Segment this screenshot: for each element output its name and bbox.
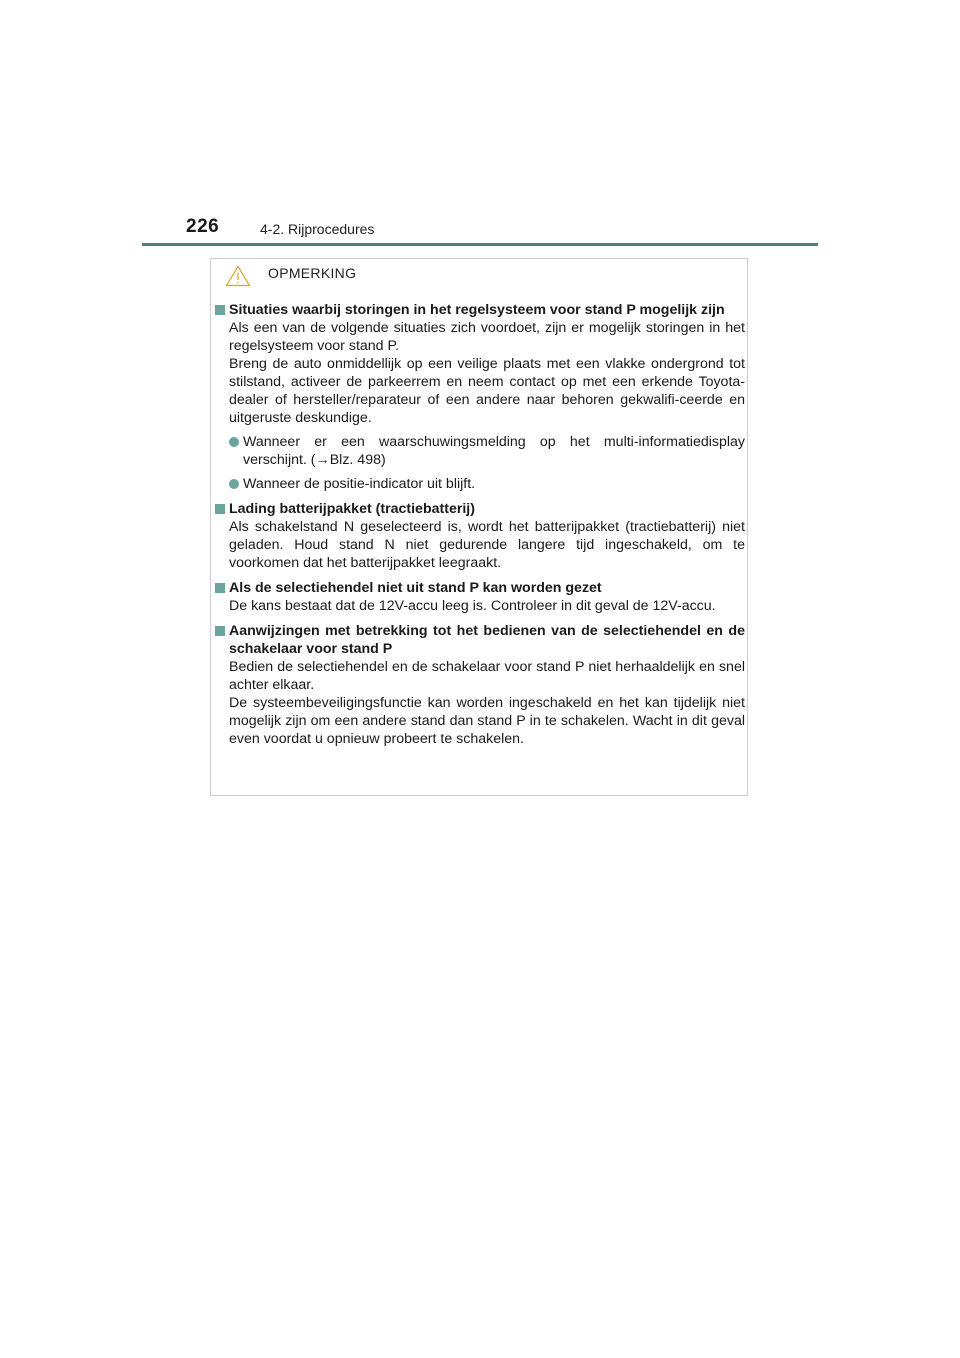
page-header xyxy=(0,0,960,250)
item-title: Aanwijzingen met betrekking tot het bedienen van de selectiehendel en de schakelaar voor stand P xyxy=(229,623,745,657)
item-title: Als de selectiehendel niet uit stand P kan worden gezet xyxy=(229,580,602,596)
header-divider xyxy=(142,243,818,246)
square-bullet-icon xyxy=(215,626,225,636)
notice-content xyxy=(215,301,745,755)
notice-item xyxy=(215,301,745,493)
square-bullet-icon xyxy=(215,305,225,315)
notice-title: OPMERKING xyxy=(268,265,357,281)
notice-item xyxy=(215,622,745,748)
bullet-text: Wanneer er een waarschuwingsmelding op het multi-informatiedisplay verschijnt. (→Blz. 498) xyxy=(243,434,745,468)
paragraph: Als een van de volgende situaties zich voordoet, zijn er mogelijk storingen in het regelsysteem voor stand P. xyxy=(229,320,745,354)
round-bullet-icon xyxy=(229,437,239,447)
square-bullet-icon xyxy=(215,583,225,593)
warning-triangle-icon xyxy=(225,265,251,287)
page-number: 226 xyxy=(186,216,220,237)
paragraph: De systeembeveiligingsfunctie kan worden ingeschakeld en het kan tijdelijk niet mogelijk zijn om een andere stand dan stand P in te schakelen. Wacht in dit geval even voordat u opnieuw probeert te schakelen. xyxy=(229,695,745,747)
bullet-item xyxy=(229,433,745,469)
notice-item xyxy=(215,579,745,615)
item-title: Lading batterijpakket (tractiebatterij) xyxy=(229,501,475,517)
section-title: 4-2. Rijprocedures xyxy=(260,221,375,237)
notice-box xyxy=(210,258,748,796)
bullet-item xyxy=(229,475,745,493)
item-title: Situaties waarbij storingen in het regelsysteem voor stand P mogelijk zijn xyxy=(229,302,725,318)
notice-item xyxy=(215,500,745,572)
round-bullet-icon xyxy=(229,479,239,489)
paragraph: Als schakelstand N geselecteerd is, wordt het batterijpakket (tractiebatterij) niet geladen. Houd stand N niet gedurende langere tijd ingeschakeld, om te voorkomen dat het batterijpakket leegraakt. xyxy=(229,519,745,571)
paragraph: Bedien de selectiehendel en de schakelaar voor stand P niet herhaaldelijk en snel achter elkaar. xyxy=(229,659,745,693)
square-bullet-icon xyxy=(215,504,225,514)
paragraph: Breng de auto onmiddellijk op een veilige plaats met een vlakke ondergrond tot stilstand, activeer de parkeerrem en neem contact op met een erkende Toyota-dealer of hersteller/reparateur of een andere naar behoren gekwalifi-ceerde en uitgeruste deskundige. xyxy=(229,356,745,426)
paragraph: De kans bestaat dat de 12V-accu leeg is. Controleer in dit geval de 12V-accu. xyxy=(229,598,716,614)
bullet-text: Wanneer de positie-indicator uit blijft. xyxy=(243,476,476,492)
